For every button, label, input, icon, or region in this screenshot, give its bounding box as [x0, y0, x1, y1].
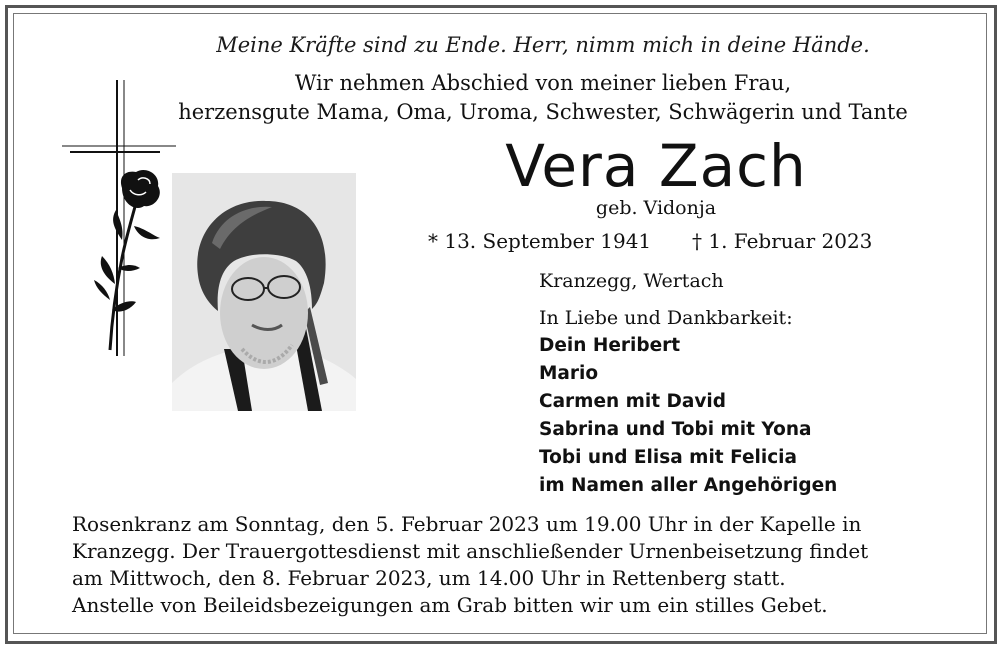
- places: Kranzegg, Wertach: [539, 270, 724, 292]
- intro-line-1: Wir nehmen Abschied von meiner lieben Frau,: [294, 71, 792, 95]
- maiden-name: geb. Vidonja: [595, 197, 717, 219]
- service-line-3: am Mittwoch, den 8. Februar 2023, um 14.00 Uhr in Rettenberg statt.: [72, 566, 786, 590]
- birth-date: * 13. September 1941: [428, 229, 652, 253]
- cross-with-rose-icon: [60, 78, 180, 358]
- portrait-photo: [172, 173, 356, 411]
- list-item: Dein Heribert: [539, 335, 681, 356]
- service-line-4: Anstelle von Beileidsbezeigungen am Grab bitten wir um ein stilles Gebet.: [72, 593, 828, 617]
- bible-quote: Meine Kräfte sind zu Ende. Herr, nimm mich in deine Hände.: [216, 33, 870, 57]
- portrait-image: [172, 173, 356, 411]
- list-item: Carmen mit David: [539, 391, 727, 412]
- list-item: im Namen aller Angehörigen: [539, 475, 838, 496]
- list-item: Mario: [539, 363, 599, 384]
- list-item: Sabrina und Tobi mit Yona: [539, 419, 812, 440]
- list-item: Tobi und Elisa mit Felicia: [539, 447, 797, 468]
- mourners-list: [539, 332, 837, 500]
- deceased-name: Vera Zach: [505, 132, 807, 200]
- service-line-1: Rosenkranz am Sonntag, den 5. Februar 2023 um 19.00 Uhr in der Kapelle in: [72, 512, 862, 536]
- intro-line-2: herzensgute Mama, Oma, Uroma, Schwester, Schwägerin und Tante: [178, 100, 908, 124]
- service-line-2: Kranzegg. Der Trauergottesdienst mit anschließender Urnenbeisetzung findet: [72, 539, 869, 563]
- service-info: [72, 511, 952, 619]
- death-date: † 1. Februar 2023: [692, 229, 873, 253]
- mourners-intro: In Liebe und Dankbarkeit:: [539, 307, 793, 329]
